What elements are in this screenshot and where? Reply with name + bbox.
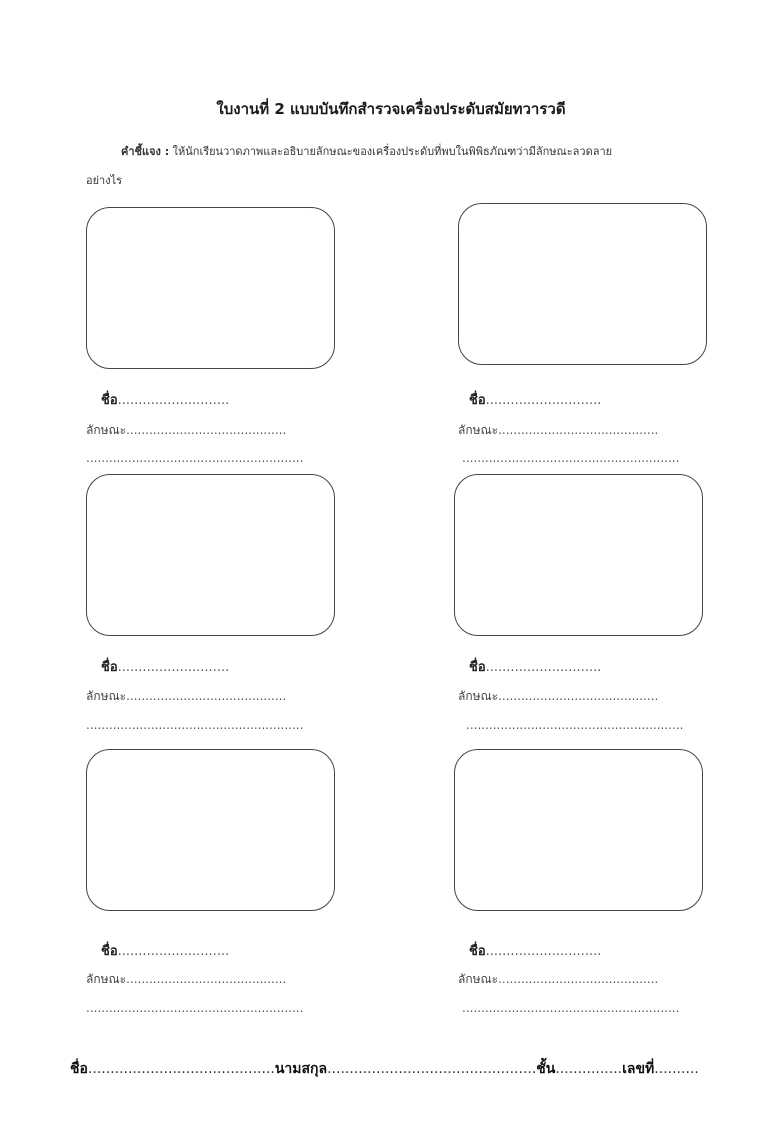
description-extra-line-3[interactable]: ......................................................... [86, 718, 304, 732]
instructions-label: คำชี้แจง : [121, 145, 170, 158]
instructions-text: ให้นักเรียนวาดภาพและอธิบายลักษณะของเครื่องประดับที่พบในพิพิธภัณฑว่ามีลักษณะลวดลาย [169, 145, 613, 158]
description-extra-line-4[interactable]: ......................................................... [466, 718, 684, 732]
name-field-2[interactable]: ชื่อ............................ [469, 393, 602, 408]
description-field-3[interactable]: ลักษณะ.......................................... [86, 689, 287, 703]
name-field-5[interactable]: ชื่อ........................... [101, 944, 230, 959]
drawing-frame-3[interactable] [86, 474, 335, 636]
description-extra-line-5[interactable]: ......................................................... [86, 1001, 304, 1015]
drawing-frame-1[interactable] [86, 207, 335, 369]
drawing-frame-5[interactable] [86, 749, 335, 911]
name-field-6[interactable]: ชื่อ............................ [469, 944, 602, 959]
description-field-5[interactable]: ลักษณะ.......................................... [86, 972, 287, 986]
description-extra-line-6[interactable]: ......................................................... [462, 1001, 680, 1015]
name-field-4[interactable]: ชื่อ............................ [469, 660, 602, 675]
description-field-1[interactable]: ลักษณะ.......................................... [86, 423, 287, 437]
name-field-1[interactable]: ชื่อ........................... [101, 393, 230, 408]
name-field-3[interactable]: ชื่อ........................... [101, 660, 230, 675]
description-extra-line-2[interactable]: ......................................................... [462, 451, 680, 465]
description-field-6[interactable]: ลักษณะ.......................................... [458, 972, 659, 986]
footer-class-field[interactable]: ............... [555, 1061, 623, 1077]
description-extra-line-1[interactable]: ......................................................... [86, 451, 304, 465]
drawing-frame-2[interactable] [458, 203, 707, 365]
footer-name-field[interactable]: .......................................... [87, 1061, 275, 1077]
worksheet-title: ใบงานที่ 2 แบบบันทึกสำรวจเครื่องประดับสมัยทวารวดี [216, 100, 566, 118]
description-field-2[interactable]: ลักษณะ.......................................... [458, 423, 659, 437]
drawing-frame-6[interactable] [454, 749, 703, 911]
footer-number-label: เลขที่ [622, 1061, 655, 1077]
footer-surname-label: นามสกุล [274, 1061, 328, 1077]
footer-class-label: ชั้น [536, 1061, 556, 1077]
student-info-footer [70, 1058, 699, 1080]
footer-name-label: ชื่อ [70, 1061, 88, 1077]
instructions-line-2: อย่างไร [86, 174, 123, 187]
instructions-line-1 [121, 142, 612, 160]
drawing-frame-4[interactable] [454, 474, 703, 636]
description-field-4[interactable]: ลักษณะ.......................................... [458, 689, 659, 703]
footer-surname-field[interactable]: ............................................... [327, 1061, 537, 1077]
footer-number-field[interactable]: .......... [654, 1061, 699, 1077]
